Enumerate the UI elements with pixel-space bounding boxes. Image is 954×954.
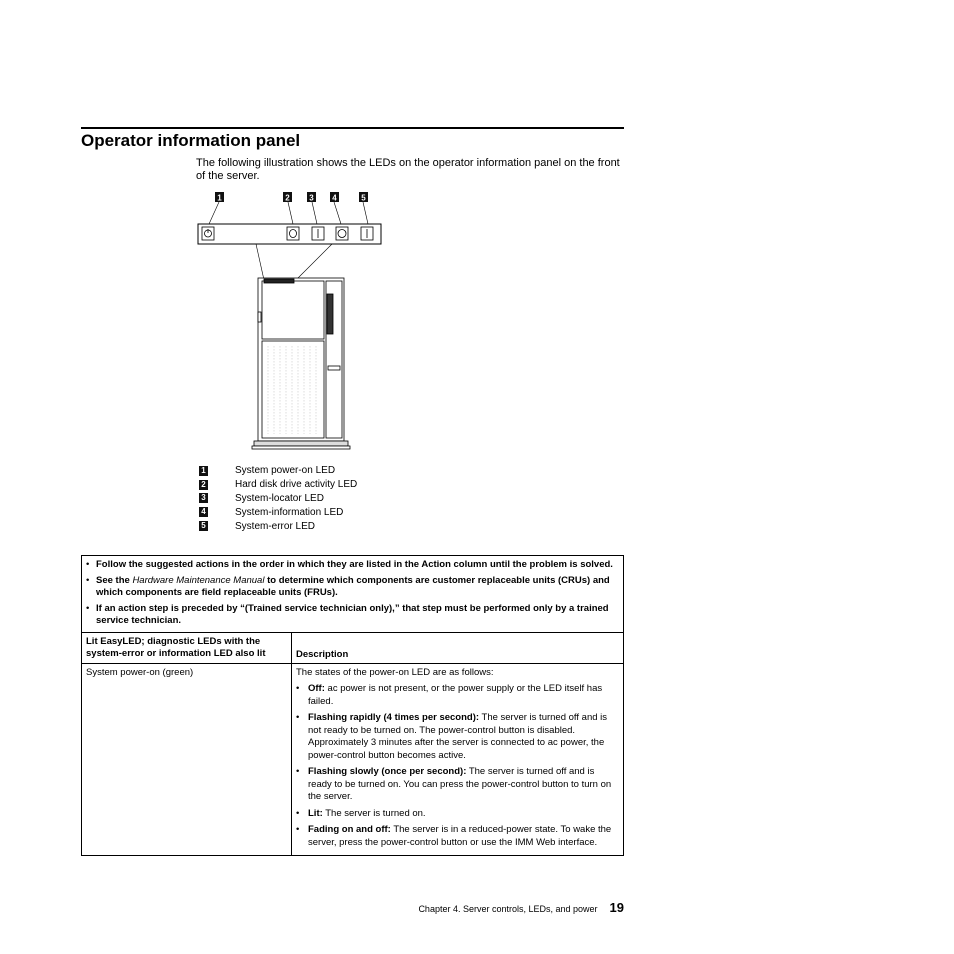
note-item [86,603,619,628]
callout-2-label: 2 [285,193,290,203]
state-text: The server is turned off and is ready to be turned on. You can press the power-control button to turn on the server. [308,766,612,802]
page-footer [418,900,624,915]
legend-label: System power-on LED [235,465,336,477]
state-label: Off: [308,683,325,694]
chapter-title: Chapter 4. Server controls, LEDs, and power [418,904,598,914]
state-label: Flashing slowly (once per second): [308,766,467,777]
bullet: • [296,807,300,819]
legend-number: 1 [199,466,208,476]
state-text: The server is in a reduced-power state. To wake the server, press the power-control button or use the IMM Web interface. [308,824,612,848]
bullet: • [296,766,300,777]
legend-number: 5 [199,521,208,531]
state-label: Lit: [308,807,323,819]
legend-label: System-information LED [235,506,344,518]
callout-5 [359,192,368,203]
table-header-row [82,633,623,664]
callout-1-label: 1 [217,193,222,203]
page-title: Operator information panel [81,131,301,150]
legend-item [199,478,357,492]
intro-paragraph: The following illustration shows the LEDs on the operator information panel on the front of the server. [196,157,620,182]
operator-panel-illustration [196,188,386,453]
column-header-led: Lit EasyLED; diagnostic LEDs with the system-error or information LED also lit [82,633,292,663]
page-number: 19 [609,900,624,915]
figure-legend [199,464,357,533]
state-item [296,683,619,708]
bullet: • [86,559,90,570]
state-text: The server is turned on. [325,807,426,819]
callout-2 [283,192,292,203]
callout-1 [215,192,224,203]
server-tower-drawing [252,278,350,449]
legend-label: Hard disk drive activity LED [235,479,358,491]
state-item [296,712,619,762]
legend-number: 2 [199,480,208,490]
callout-3 [307,192,316,203]
note-text-post: to determine which components are customer replaceable units (CRUs) and which components are field replaceable units (FRUs). [96,574,610,598]
state-item [296,824,619,849]
note-text: Follow the suggested actions in the order in which they are listed in the Action column until the problem is solved. [96,559,613,570]
legend-label: System-error LED [235,520,316,532]
table-row [82,664,623,856]
column-header-description: Description [296,648,349,660]
note-text [96,575,619,600]
description-intro: The states of the power-on LED are as follows: [296,666,494,678]
legend-item [199,519,357,533]
callout-5-label: 5 [361,193,366,203]
manual-title: Hardware Maintenance Manual [132,574,265,586]
legend-number: 3 [199,493,208,503]
bullet: • [86,602,90,614]
state-item [296,808,619,821]
callout-3-label: 3 [309,193,314,203]
heading-rule [81,127,624,129]
description-cell [292,664,623,856]
bullet: • [296,712,300,723]
note-item [86,575,619,600]
note-item [86,559,619,572]
led-table [81,555,624,856]
legend-item [199,464,357,478]
legend-item [199,505,357,519]
table-notes [82,556,623,633]
state-text: The server is turned off and is not ready to be turned on. The power-control button is disabled. Approximately 3 minutes after the server is connected to ac power, the power-control button becomes active. [308,712,608,761]
state-label: Flashing rapidly (4 times per second): [308,712,480,723]
legend-number: 4 [199,507,208,517]
callout-4 [330,192,339,203]
state-item [296,766,619,804]
legend-label: System-locator LED [235,492,324,504]
bullet: • [86,574,90,586]
state-label: Fading on and off: [308,824,391,835]
note-text: If an action step is preceded by “(Trained service technician only),” that step must be performed only by a trained service technician. [96,602,609,626]
callout-4-label: 4 [332,193,337,203]
legend-item [199,492,357,506]
bullet: • [296,683,300,694]
note-text-pre: See the [96,574,130,586]
led-name-cell: System power-on (green) [82,664,292,856]
state-text: ac power is not present, or the power supply or the LED itself has failed. [308,683,603,707]
bullet: • [296,824,300,835]
